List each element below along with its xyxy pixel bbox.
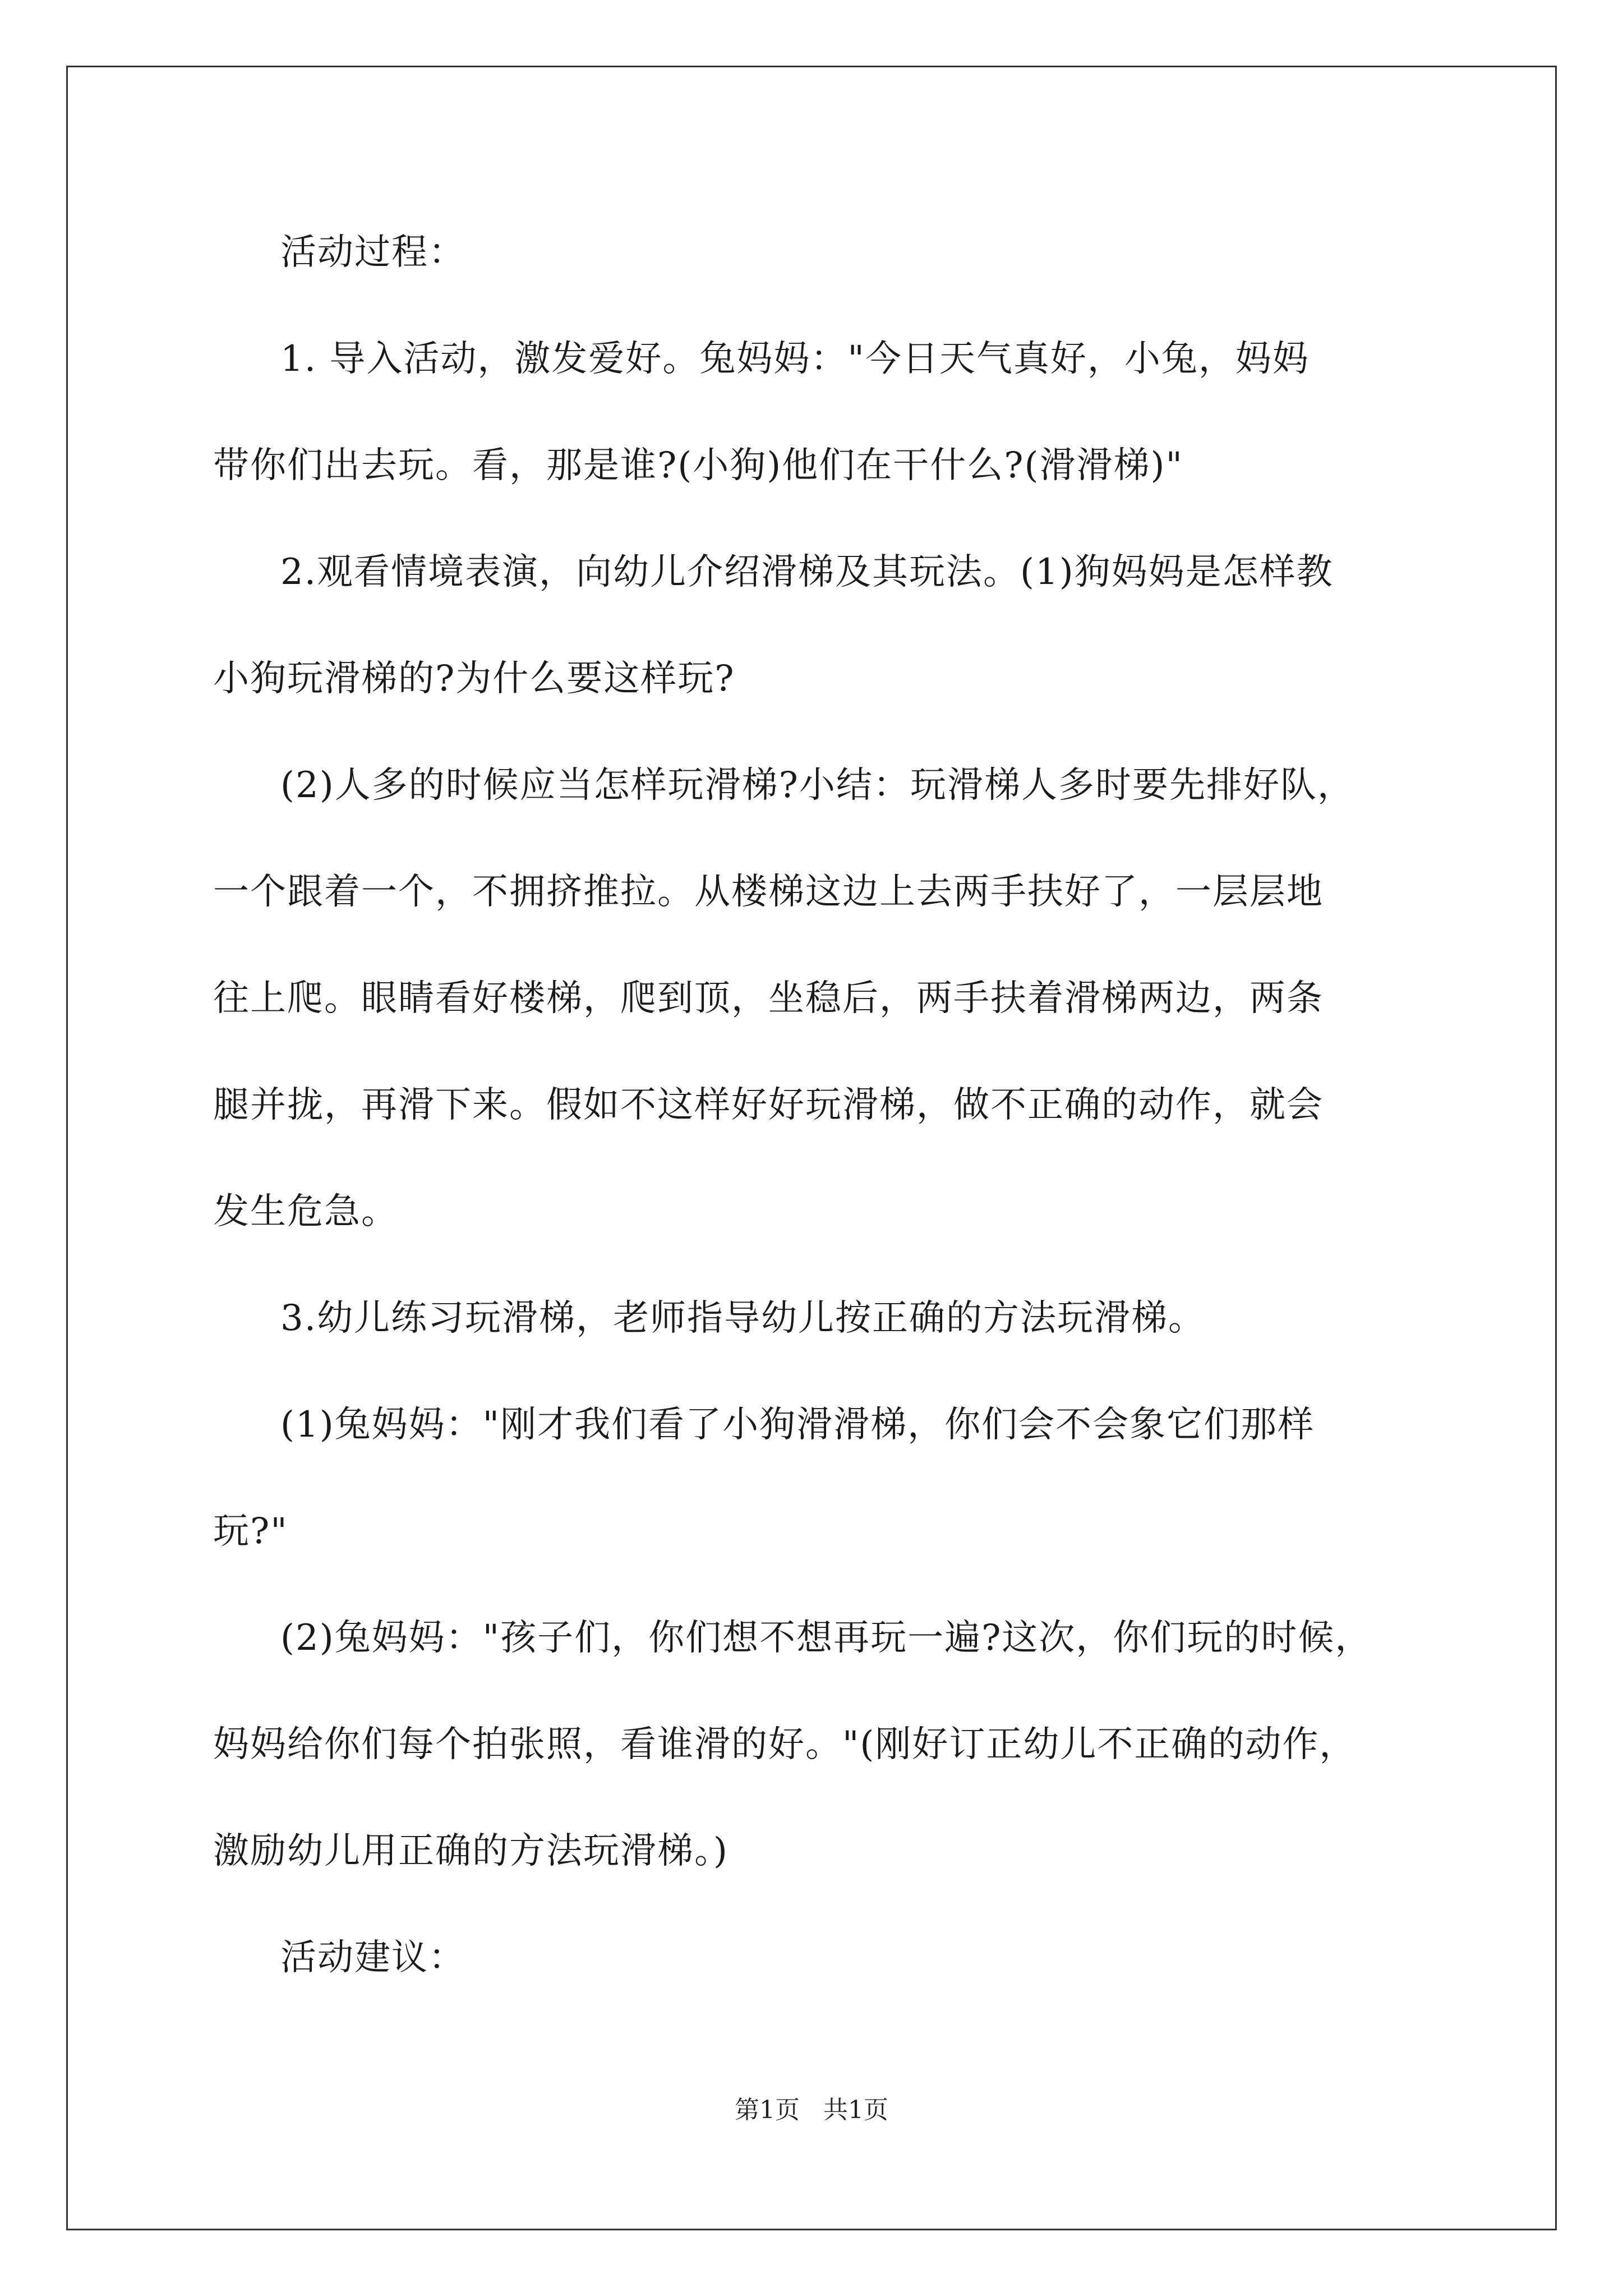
paragraph-line: (1)兔妈妈："刚才我们看了小狗滑滑梯，你们会不会象它们那样 [280, 1404, 1315, 1446]
paragraph-line: 妈妈给你们每个拍张照，看谁滑的好。"(刚好订正幼儿不正确的动作， [213, 1724, 1357, 1765]
paragraph-line: 带你们出去玩。看，那是谁?(小狗)他们在干什么?(滑滑梯)" [213, 445, 1183, 486]
section-heading-suggestions: 活动建议： [280, 1937, 465, 1978]
paragraph-line: 往上爬。眼睛看好楼梯，爬到顶，坐稳后，两手扶着滑梯两边，两条 [213, 978, 1324, 1019]
paragraph-line: 小狗玩滑梯的?为什么要这样玩? [213, 658, 735, 700]
page-total: 共1页 [823, 2096, 888, 2124]
paragraph-line: (2)兔妈妈："孩子们，你们想不想再玩一遍?这次，你们玩的时候， [280, 1617, 1372, 1659]
section-heading-process: 活动过程： [280, 232, 465, 273]
paragraph-line: 2.观看情境表演，向幼儿介绍滑梯及其玩法。(1)狗妈妈是怎样教 [280, 551, 1334, 593]
page-footer [0, 2098, 1623, 2123]
page-border [66, 66, 1557, 2230]
paragraph-line: 1. 导入活动，激发爱好。兔妈妈："今日天气真好，小兔，妈妈 [280, 338, 1310, 380]
paragraph-line: 玩?" [213, 1511, 288, 1552]
paragraph-line: 3.幼儿练习玩滑梯，老师指导幼儿按正确的方法玩滑梯。 [280, 1297, 1206, 1339]
paragraph-line: 激励幼儿用正确的方法玩滑梯。) [213, 1830, 728, 1872]
page-number: 第1页 [735, 2096, 800, 2124]
paragraph-line: (2)人多的时候应当怎样玩滑梯?小结：玩滑梯人多时要先排好队， [280, 765, 1354, 806]
paragraph-line: 发生危急。 [213, 1191, 398, 1232]
paragraph-line: 腿并拢，再滑下来。假如不这样好好玩滑梯，做不正确的动作，就会 [213, 1084, 1324, 1126]
paragraph-line: 一个跟着一个，不拥挤推拉。从楼梯这边上去两手扶好了，一层层地 [213, 871, 1324, 913]
